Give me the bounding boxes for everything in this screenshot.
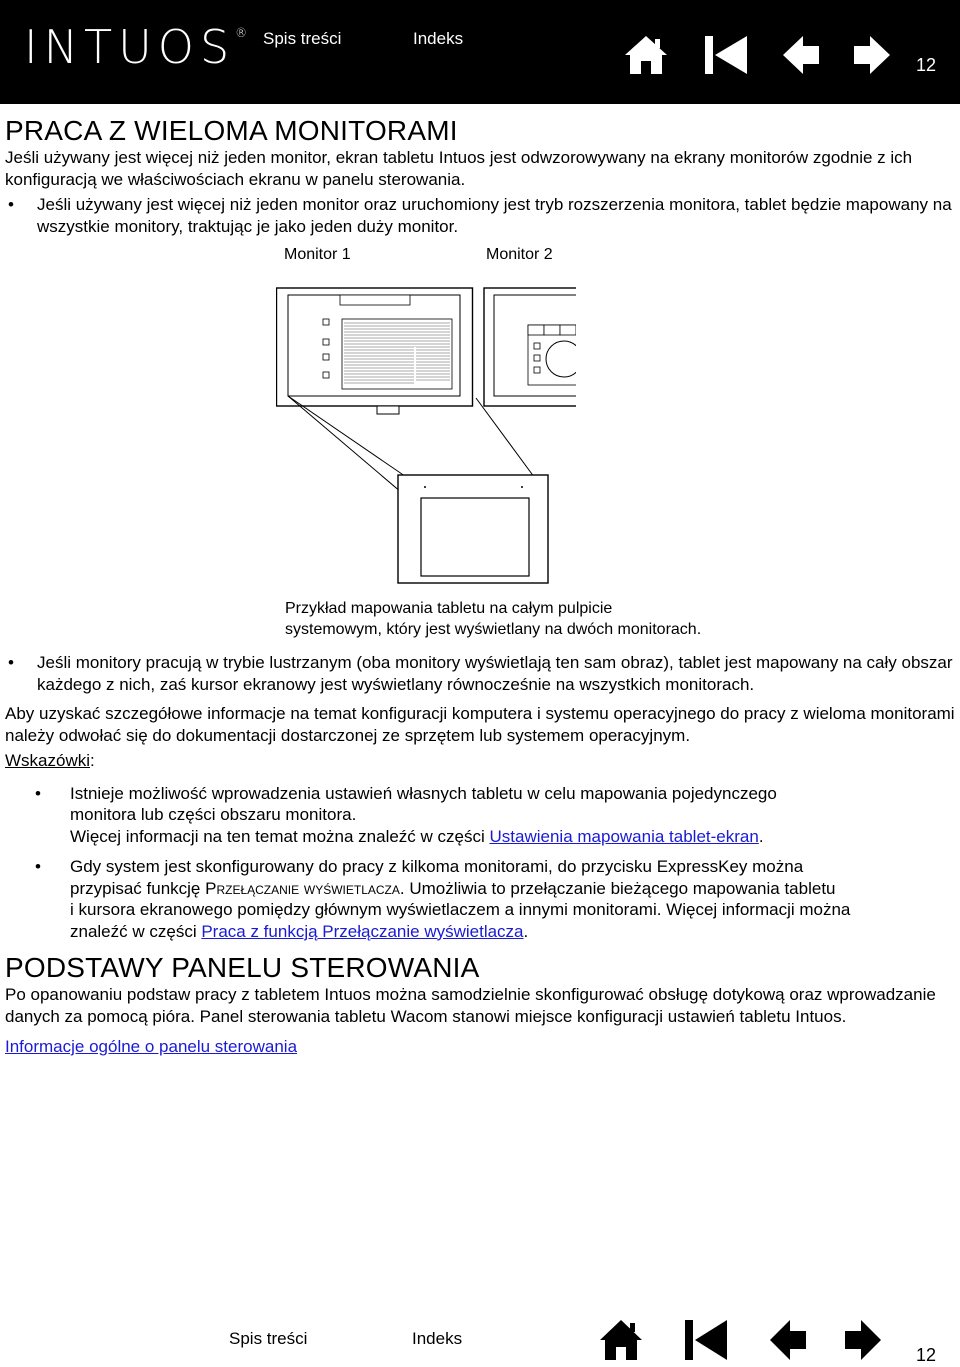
display-toggle-link[interactable]: Praca z funkcją Przełączanie wyświetlacza: [201, 921, 524, 941]
next-page-icon[interactable]: [852, 34, 892, 76]
page-header: [0, 0, 960, 104]
previous-page-icon[interactable]: [768, 1318, 808, 1362]
tablet: [398, 475, 548, 583]
section-title-control-panel: PODSTAWY PANELU STEROWANIA: [5, 952, 480, 983]
dual-monitor-diagram: [276, 285, 576, 585]
footer-toc-link[interactable]: Spis treści: [229, 1329, 308, 1348]
page-number: 12: [915, 55, 936, 75]
toc-link[interactable]: Spis treści: [263, 29, 342, 48]
display-toggle-function: Przełączanie wyświetlacza: [205, 878, 400, 898]
footer-index-link[interactable]: Indeks: [412, 1329, 463, 1348]
previous-page-icon[interactable]: [781, 34, 821, 76]
section-title-multiple-monitors: PRACA Z WIELOMA MONITORAMI: [5, 115, 458, 146]
control-panel-overview-link[interactable]: Informacje ogólne o panelu sterowania: [5, 1037, 298, 1056]
mapping-settings-link[interactable]: Ustawienia mapowania tablet-ekran: [489, 826, 759, 846]
control-panel-paragraph: Po opanowaniu podstaw pracy z tabletem Intuos można samodzielnie skonfigurować obsługę dotykową oraz wprowadzanie danych za pomocą pióra. Panel sterowania tabletu Wacom stanowi miejsce konfiguracji ustawień tabletu Intuos.: [5, 985, 936, 1026]
intro-paragraph: Jeśli używany jest więcej niż jeden monitor, ekran tabletu Intuos jest odwzorowywany na ekrany monitorów zgodnie z ich konfiguracją we właściwościach ekranu w panelu sterowania.: [5, 148, 913, 189]
index-link[interactable]: Indeks: [413, 29, 464, 48]
control-panel-overview-paragraph: [5, 1036, 957, 1058]
main-content-continued: [5, 652, 957, 1058]
home-icon[interactable]: [598, 1318, 644, 1362]
bullet-extended-mode: • Jeśli używany jest więcej niż jeden monitor oraz uruchomiony jest tryb rozszerzenia monitora, tablet będzie mapowany na wszystkie monitory, traktując je jako jeden duży monitor.: [5, 194, 957, 237]
footer-page-number: 12: [915, 1345, 936, 1365]
monitor-2: [484, 288, 576, 406]
first-page-icon[interactable]: [703, 34, 749, 76]
main-content: [5, 115, 957, 272]
monitor-1: [277, 288, 473, 414]
figure-labels: [5, 246, 957, 272]
tip-item-2: • Gdy system jest skonfigurowany do pracy z kilkoma monitorami, do przycisku ExpressKey można przypisać funkcję Przełączanie wyświetlacza. Umożliwia to przełączanie bieżącego mapowania tabletu i kursora ekranowego pomiędzy głównym wyświetlaczem a innymi monitorami. Więcej informacji można znaleźć w części Praca z funkcją Przełączanie wyświetlacza.: [5, 856, 957, 942]
page-footer: [0, 1310, 960, 1367]
bullet-mirror-mode: • Jeśli monitory pracują w trybie lustrzanym (oba monitory wyświetlają ten sam obraz), tablet jest mapowany na cały obszar każdego z nich, zaś kursor ekranowy jest wyświetlany równocześnie na wszystkich monitorach.: [5, 652, 957, 695]
figure-caption: Przykład mapowania tabletu na całym pulpicie systemowym, który jest wyświetlany na dwóch monitorach.: [285, 600, 702, 638]
intuos-logo: INTUOS®: [24, 20, 248, 74]
tip-item-1: • Istnieje możliwość wprowadzenia ustawień własnych tabletu w celu mapowania pojedynczego monitora lub części obszaru monitora. Więcej informacji na ten temat można znaleźć w części Ustawienia mapowania tablet-ekran.: [5, 783, 957, 848]
tips-heading: Wskazówki:: [5, 751, 95, 770]
monitor-1-label: Monitor 1: [284, 246, 351, 263]
config-paragraph: Aby uzyskać szczegółowe informacje na temat konfiguracji komputera i systemu operacyjnego do pracy z wieloma monitorami należy odwołać się do dokumentacji dostarczonej ze sprzętem lub systemem operacyjnym.: [5, 704, 955, 745]
home-icon[interactable]: [623, 34, 669, 76]
next-page-icon[interactable]: [843, 1318, 883, 1362]
monitor-2-label: Monitor 2: [486, 246, 553, 263]
first-page-icon[interactable]: [683, 1318, 729, 1362]
